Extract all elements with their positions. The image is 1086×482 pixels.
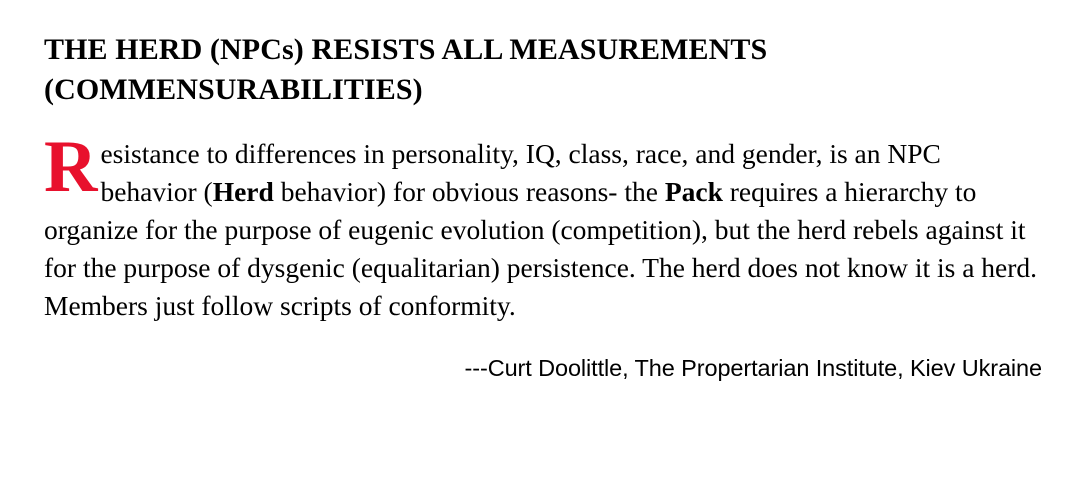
body-paragraph bbox=[44, 126, 1042, 325]
paragraph-text bbox=[44, 138, 1037, 321]
paragraph-segment-3: requires a hierarchy to organize for the purpose of eugenic evolution (competition), but the herd rebels against it for the purpose of dysgenic (equalitarian) persistence. The herd does not know it is a herd. Members just follow scripts of conformity. bbox=[44, 176, 1038, 321]
emphasis-pack: Pack bbox=[664, 176, 723, 208]
drop-cap-letter: R bbox=[44, 126, 98, 209]
paragraph-segment-1: esistance to differences in personality, IQ, class, race, and gender, is an NPC behavior ( bbox=[100, 138, 941, 208]
attribution-line: ---Curt Doolittle, The Propertarian Institute, Kiev Ukraine bbox=[464, 354, 1042, 381]
page-title-line-2: (COMMENSURABILITIES) bbox=[44, 72, 423, 106]
paragraph-segment-2: behavior) for obvious reasons- the bbox=[273, 176, 665, 208]
page-title-line-1: THE HERD (NPCs) RESISTS ALL MEASUREMENTS bbox=[44, 33, 768, 66]
emphasis-herd: Herd bbox=[212, 176, 274, 208]
page-title bbox=[44, 30, 1042, 109]
